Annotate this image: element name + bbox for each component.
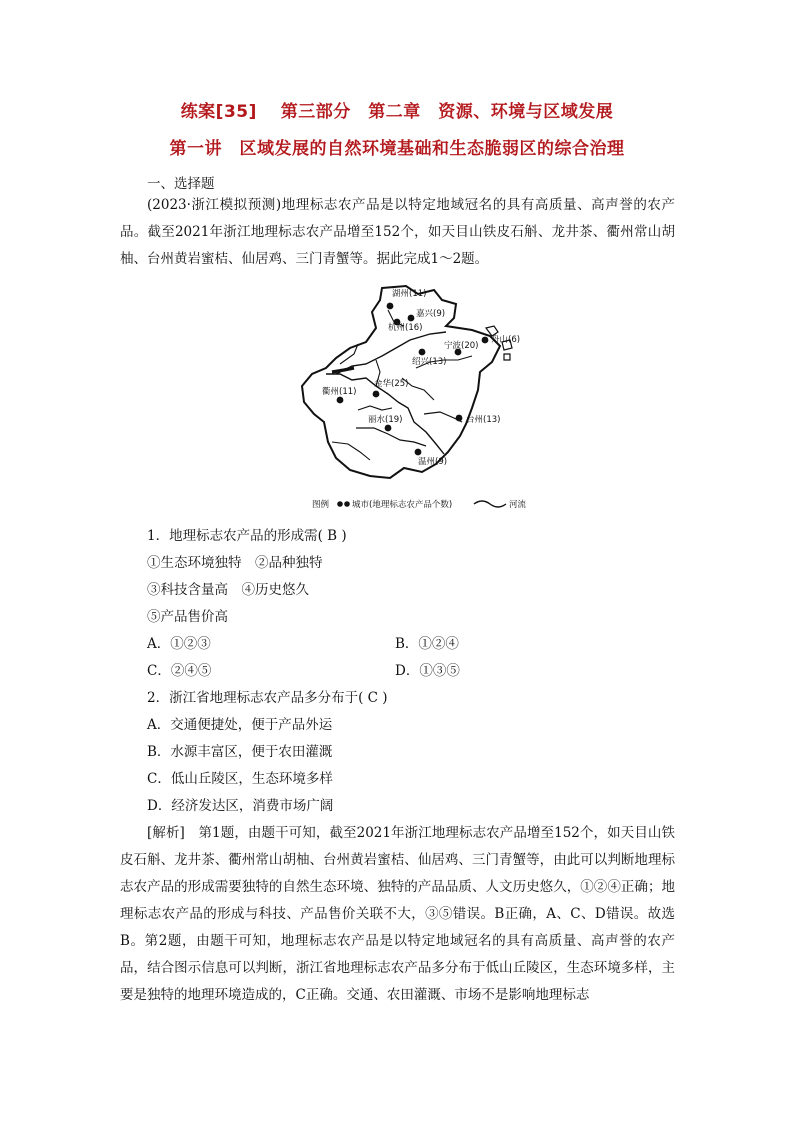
section-heading: 一、选择题 bbox=[147, 176, 215, 192]
city-label: 温州(9) bbox=[418, 457, 448, 467]
city-dot bbox=[482, 337, 489, 344]
legend-city-dot bbox=[344, 501, 350, 507]
city-label: 台州(13) bbox=[466, 415, 501, 425]
q1-stem: 1．地理标志农产品的形成需( B ) bbox=[147, 528, 347, 544]
city-dot bbox=[408, 315, 415, 322]
city-label: 宁波(20) bbox=[444, 341, 479, 351]
q2-option-d: D．经济发达区，消费市场广阔 bbox=[147, 798, 334, 814]
q1-option-d: D．①③⑤ bbox=[395, 663, 460, 679]
city-label: 衢州(11) bbox=[322, 387, 357, 397]
city-label: 丽水(19) bbox=[368, 415, 403, 425]
q2-option-a: A．交通便捷处，便于产品外运 bbox=[147, 717, 333, 733]
city-label: 舟山(6) bbox=[491, 335, 521, 345]
city-dot bbox=[419, 349, 426, 356]
city-dot bbox=[387, 303, 394, 310]
worksheet-title: 练案[35] 第三部分 第二章 资源、环境与区域发展 bbox=[180, 102, 614, 122]
question-intro: (2023·浙江模拟预测)地理标志农产品是以特定地域冠名的具有高质量、高声誉的农产品。截至2021年浙江地理标志农产品增至152个，如天目山铁皮石斛、龙井茶、衢州常山胡柚、台州黄岩蜜桔、仙居鸡、三门青蟹等。据此完成1～2题。 bbox=[120, 197, 675, 267]
q1-option-a: A．①②③ bbox=[147, 636, 211, 652]
city-label: 湖州(11) bbox=[392, 289, 427, 299]
legend-city-dot bbox=[337, 501, 343, 507]
island bbox=[504, 354, 510, 360]
analysis-text: [解析] 第1题，由题干可知，截至2021年浙江地理标志农产品增至152个，如天目山铁皮石斛、龙井茶、衢州常山胡柚、台州黄岩蜜桔、仙居鸡、三门青蟹等，由此可以判断地理标志农产品的形成需要独特的自然生态环境、独特的产品品质、人文历史悠久，①②④正确；地理标志农产品的形成与科技、产品售价关联不大，③⑤错误。B正确，A、C、D错误。故选B。第2题，由题干可知，地理标志农产品是以特定地域冠名的具有高质量、高声誉的农产品，结合图示信息可以判断，浙江省地理标志农产品多分布于低山丘陵区，生态环境多样，主要是独特的地理环境造成的，C正确。交通、农田灌溉、市场不是影响地理标志 bbox=[120, 825, 675, 1003]
q1-option-c: C．②④⑤ bbox=[147, 663, 212, 679]
city-dot bbox=[337, 397, 344, 404]
q1-option-b: B．①②④ bbox=[395, 636, 459, 652]
q2-stem: 2．浙江省地理标志农产品多分布于( C ) bbox=[147, 690, 388, 706]
legend-river-line bbox=[474, 501, 506, 507]
lecture-title: 第一讲 区域发展的自然环境基础和生态脆弱区的综合治理 bbox=[169, 139, 625, 159]
zhejiang-map bbox=[296, 282, 536, 514]
city-dot bbox=[415, 449, 422, 456]
q1-items-2: ③科技含量高 ④历史悠久 bbox=[147, 582, 309, 598]
legend-city: 城市(地理标志农产品个数) bbox=[352, 500, 453, 510]
q2-option-c: C．低山丘陵区，生态环境多样 bbox=[147, 771, 333, 787]
city-label: 杭州(16) bbox=[388, 323, 423, 333]
legend-label: 图例 bbox=[312, 500, 330, 510]
city-label: 嘉兴(9) bbox=[416, 309, 446, 319]
q1-items-3: ⑤产品售价高 bbox=[147, 609, 228, 625]
q1-items-1: ①生态环境独特 ②品种独特 bbox=[147, 555, 323, 571]
city-dot bbox=[373, 391, 380, 398]
city-dot bbox=[456, 415, 463, 422]
city-label: 绍兴(13) bbox=[412, 357, 447, 367]
city-label: 金华(25) bbox=[374, 379, 409, 389]
legend-river: 河流 bbox=[509, 500, 527, 510]
city-dot bbox=[385, 425, 392, 432]
q2-option-b: B．水源丰富区，便于农田灌溉 bbox=[147, 744, 333, 760]
